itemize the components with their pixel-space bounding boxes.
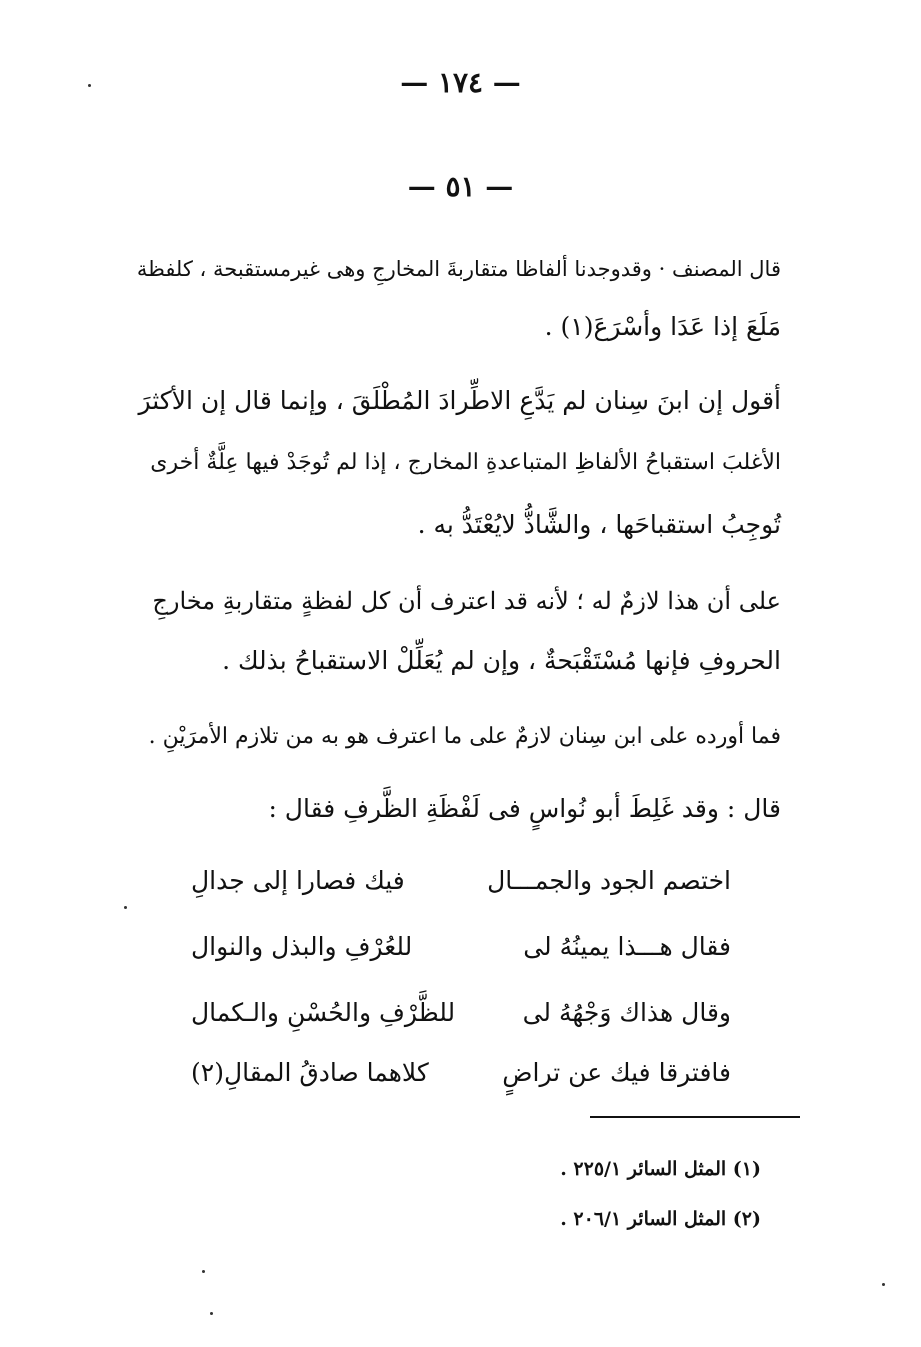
verse (191, 1058, 731, 1098)
verse (191, 998, 731, 1038)
verse-second-hemistich: كلاهما صادقُ المقالِ(٢) (191, 1058, 429, 1087)
verse-second-hemistich: فيك فصارا إلى جدالِ (191, 866, 405, 895)
verse-first-hemistich: فقال هـــذا يمينُهُ لى (523, 932, 731, 961)
scan-speck (882, 1283, 885, 1286)
verse-first-hemistich: اختصم الجود والجمـــال (487, 866, 731, 895)
text-line: على أن هذا لازمٌ له ؛ لأنه قد اعترف أن كل لفظةٍ متقاربةِ مخارجِ (152, 587, 781, 615)
scan-speck (210, 1312, 213, 1315)
scan-speck (202, 1270, 205, 1273)
verse (191, 866, 731, 906)
footnote: (١) المثل السائر ٢٢٥/١ . (560, 1158, 761, 1180)
footnote-divider (590, 1116, 800, 1118)
verse-second-hemistich: للظَّرْفِ والحُسْنِ والـكمال (191, 998, 456, 1027)
verse (191, 932, 731, 972)
text-line: الأغلبَ استقباحُ الألفاظِ المتباعدةِ المخارج ، إذا لم تُوجَدْ فيها عِلَّةٌ أخرى (150, 450, 781, 475)
text-line: أقول إن ابنَ سِنان لم يَدَّعِ الاطِّرادَ المُطْلَقَ ، وإنما قال إن الأكثرَ (138, 386, 781, 415)
paragraph-4: فما أورده على ابن سِنان لازمٌ على ما اعترف هو به من تلازم الأمرَيْنِ . (148, 724, 781, 749)
section-number: — ٥١ — (407, 170, 514, 203)
text-line: الحروفِ فإنها مُسْتَقْبَحةٌ ، وإن لم يُعَلِّلْ الاستقباحُ بذلك . (222, 646, 781, 675)
text-line: تُوجِبُ استقباحَها ، والشَّاذُّ لايُعْتَدُّ به . (417, 510, 781, 539)
text-line: قال المصنف · وقدوجدنا ألفاظا متقاربةَ المخارجِ وهى غيرمستقبحة ، كلفظة (136, 257, 781, 281)
page-number: — ١٧٤ — (400, 66, 521, 99)
text-line: مَلَعَ إذا عَدَا وأسْرَعَ(١) . (544, 312, 781, 341)
verse-first-hemistich: وقال هذاك وَجْهُهُ لى (522, 998, 731, 1027)
scan-speck (124, 906, 127, 909)
verse-first-hemistich: فافترقا فيك عن تراضٍ (502, 1058, 731, 1087)
footnote: (٢) المثل السائر ٢٠٦/١ . (560, 1208, 761, 1230)
paragraph-5: قال : وقد غَلِطَ أبو نُواسٍ فى لَفْظَةِ الظَّرفِ فقال : (268, 794, 781, 823)
verse-second-hemistich: للعُرْفِ والبذل والنوال (191, 932, 413, 961)
scan-speck (88, 84, 91, 87)
